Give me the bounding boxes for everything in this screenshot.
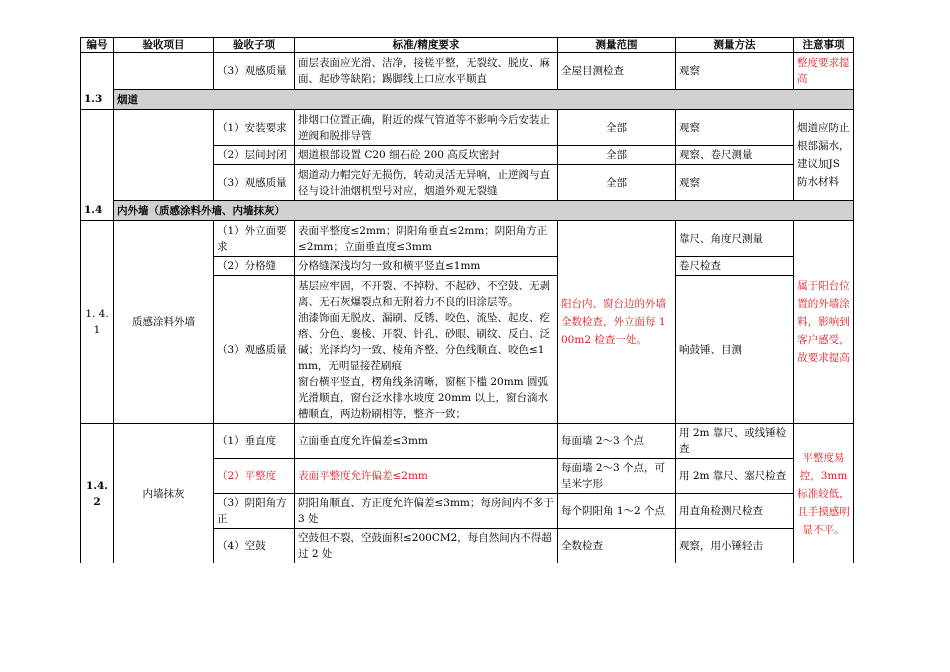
row-standard: 立面垂直度允许偏差≤3mm: [295, 424, 558, 459]
row-standard: 空鼓但不裂，空鼓面积≤200CM2，每自然间内不得超过 2 处: [295, 529, 558, 564]
row-standard: [295, 276, 558, 424]
table-row: [81, 110, 854, 146]
row-method: 观察、卷尺测量: [676, 146, 794, 165]
row-method: 观察，用小锤轻击: [676, 529, 794, 564]
row-method: 用 2m 靠尺、或线锤检查: [676, 424, 794, 459]
section-row: [81, 90, 854, 110]
section-number: 1.3: [81, 90, 114, 110]
table-row: [81, 424, 854, 459]
row-standard: 分格缝深浅均匀一致和横平竖直≤1mm: [295, 257, 558, 276]
row-method: 卷尺检查: [676, 257, 794, 276]
row-item: 内墙抹灰: [114, 424, 214, 564]
row-subitem: （1）垂直度: [214, 424, 295, 459]
standard-paragraph: 油漆饰面无脱皮、漏刷、反锈、咬色、流坠、起皮、疙瘩、分色、裹棱、开裂、针孔、砂眼、刷纹、反白、泛碱；光泽均匀一致、棱角齐整、分色线顺直、咬色≤1mm，无明显接茬刷痕: [298, 311, 550, 372]
row-no: 1.4.2: [81, 424, 114, 564]
row-standard: 面层表面应光滑、洁净，接槎平整，无裂纹、脱皮、麻面、起砂等缺陷；踢脚线上口应水平顺直: [295, 53, 558, 90]
row-standard: 排烟口位置正确，附近的煤气管道等不影响今后安装止逆阀和脱排导管: [295, 110, 558, 146]
section-number: 1.4: [81, 201, 114, 221]
row-range: 全部: [558, 146, 676, 165]
row-method: 观察: [676, 165, 794, 201]
row-item: 质感涂料外墙: [114, 221, 214, 424]
row-range: 每面墙 2～3 个点: [558, 424, 676, 459]
row-range: 阳台内、窗台边的外墙全数检查，外立面每 100m2 检查一处。: [558, 221, 676, 424]
row-subitem: （4）空鼓: [214, 529, 295, 564]
header-range: 测量范围: [558, 38, 676, 53]
section-row: [81, 201, 854, 221]
row-note: 烟道应防止根部漏水，建议加JS 防水材料: [794, 110, 854, 201]
section-title: 烟道: [114, 90, 854, 110]
row-range: 全数检查: [558, 529, 676, 564]
standard-paragraph: 基层应牢固，不开裂、不掉粉、不起砂、不空鼓、无剥离、无石灰爆裂点和无附着力不良的旧涂层等。: [298, 279, 550, 308]
row-subitem: （3）观感质量: [214, 165, 295, 201]
row-method: 观察: [676, 110, 794, 146]
table-row: [81, 221, 854, 257]
row-subitem: （2）层间封闭: [214, 146, 295, 165]
row-range: 全屋目测检查: [558, 53, 676, 90]
row-range: 全部: [558, 165, 676, 201]
table-row: [81, 53, 854, 90]
row-subitem: （2）平整度: [214, 459, 295, 494]
row-item: [114, 53, 214, 90]
row-range: 每面墙 2～3 个点，可呈米字形: [558, 459, 676, 494]
row-subitem: （2）分格缝: [214, 257, 295, 276]
row-no: [81, 110, 114, 201]
row-standard: 阴阳角顺直、方正度允许偏差≤3mm；每房间内不多于 3 处: [295, 494, 558, 529]
row-no: [81, 53, 114, 90]
header-standard: 标准/精度要求: [295, 38, 558, 53]
row-standard: 表面平整度允许偏差≤2mm: [295, 459, 558, 494]
row-range: 每个阴阳角 1～2 个点: [558, 494, 676, 529]
row-subitem: （3）观感质量: [214, 53, 295, 90]
row-subitem: （1）安装要求: [214, 110, 295, 146]
row-note: 属于阳台位置的外墙涂料，影响到客户感受，故要求提高: [794, 221, 854, 424]
row-subitem: （3）阴阳角方正: [214, 494, 295, 529]
header-row: [81, 38, 854, 53]
row-standard: 烟道动力帽完好无损伤，转动灵活无异响，止逆阀与直径与设计油烟机型号对应，烟道外观无裂缝: [295, 165, 558, 201]
section-title: 内外墙（质感涂料外墙、内墙抹灰）: [114, 201, 854, 221]
row-no: 1. 4. 1: [81, 221, 114, 424]
row-method: 用直角检测尺检查: [676, 494, 794, 529]
row-note: 平整度易控，3mm 标准较低，且手摸感明显不平。: [794, 424, 854, 564]
row-note: 整度要求提高: [794, 53, 854, 90]
row-standard: 表面平整度≤2mm；阴阳角垂直≤2mm；阴阳角方正≤2mm；立面垂直度≤3mm: [295, 221, 558, 257]
header-item: 验收项目: [114, 38, 214, 53]
row-method: 观察: [676, 53, 794, 90]
acceptance-spec-table: [80, 37, 854, 563]
header-no: 编号: [81, 38, 114, 53]
row-method: 靠尺、角度尺测量: [676, 221, 794, 257]
row-item: [114, 110, 214, 201]
header-method: 测量方法: [676, 38, 794, 53]
row-range: 全部: [558, 110, 676, 146]
row-subitem: （1）外立面要求: [214, 221, 295, 257]
standard-paragraph: 窗台横平竖直，楞角线条清晰，窗框下槛 20mm 圆弧光滑顺直，窗台泛水排水坡度 20mm 以上，窗台滴水槽顺直，两边粉刷相等，整齐一致；: [298, 375, 548, 420]
header-note: 注意事项: [794, 38, 854, 53]
header-subitem: 验收子项: [214, 38, 295, 53]
row-method: 响鼓锤、目测: [676, 276, 794, 424]
row-method: 用 2m 靠尺、塞尺检查: [676, 459, 794, 494]
row-standard: 烟道根部设置 C20 细石砼 200 高反坎密封: [295, 146, 558, 165]
row-subitem: （3）观感质量: [214, 276, 295, 424]
